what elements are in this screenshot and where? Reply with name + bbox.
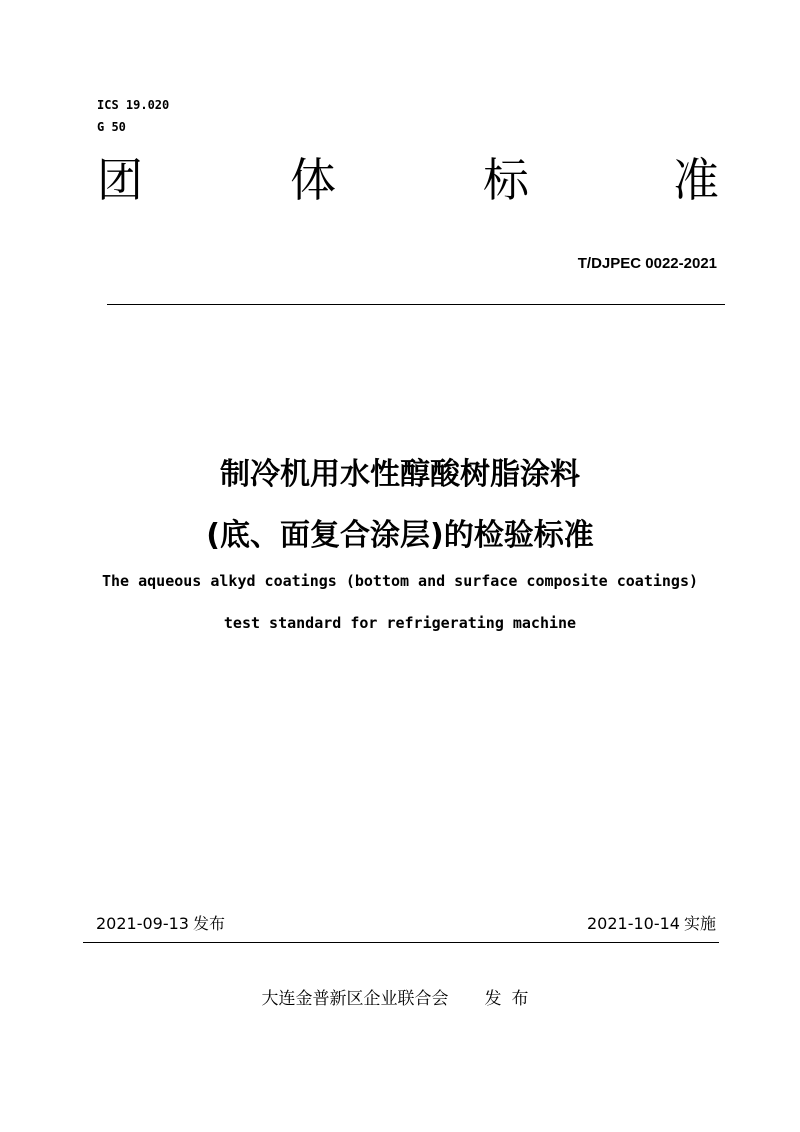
title-english-line-1: The aqueous alkyd coatings (bottom and surface composite coatings)	[101, 572, 699, 590]
issue-date: 2021-09-13	[96, 914, 189, 933]
header-char-1: 团	[97, 153, 143, 207]
title-chinese-line-2: (底、面复合涂层)的检验标准	[206, 518, 594, 553]
publisher-line	[0, 988, 800, 1010]
header-char-4: 准	[673, 153, 719, 207]
bottom-divider	[83, 942, 719, 943]
title-english-line-2: test standard for refrigerating machine	[223, 614, 577, 632]
standard-number: T/DJPEC 0022-2021	[577, 255, 717, 272]
ccs-code: G 50	[97, 120, 126, 134]
implement-date-line	[587, 914, 716, 934]
implement-date: 2021-10-14	[587, 914, 680, 933]
publisher-action: 发布	[484, 989, 539, 1009]
publisher-name: 大连金普新区企业联合会	[261, 989, 449, 1009]
implement-label: 实施	[683, 914, 716, 933]
header-char-2: 体	[290, 153, 336, 207]
title-chinese-line-1: 制冷机用水性醇酸树脂涂料	[220, 457, 580, 492]
header-char-3: 标	[483, 153, 529, 207]
issue-date-line	[96, 914, 225, 934]
issue-label: 发布	[192, 914, 225, 933]
ics-code: ICS 19.020	[97, 98, 170, 112]
top-divider	[107, 304, 725, 305]
